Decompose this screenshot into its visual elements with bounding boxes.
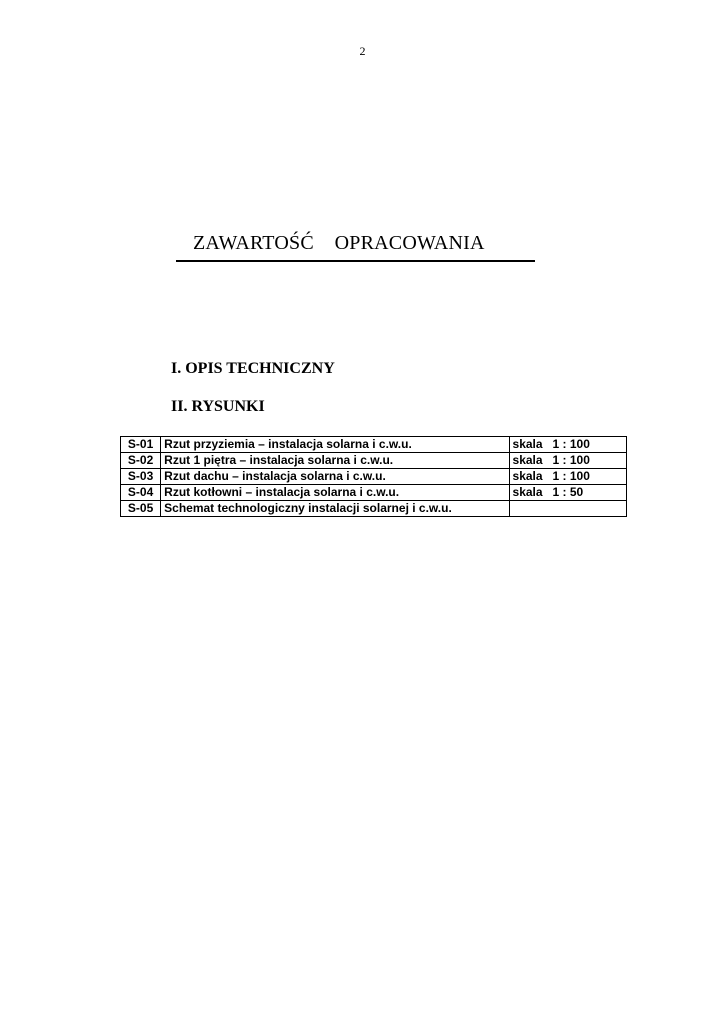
drawing-code: S-02 [121,453,161,469]
section-opis-techniczny: I. OPIS TECHNICZNY [171,360,335,377]
drawings-table [120,436,627,517]
drawing-scale [509,437,626,453]
table-row [121,469,627,485]
drawing-description: Rzut 1 piętra – instalacja solarna i c.w.u. [161,453,509,469]
drawing-code: S-05 [121,501,161,517]
drawing-scale [509,453,626,469]
table-row [121,437,627,453]
drawing-code: S-03 [121,469,161,485]
scale-label: skala [512,437,543,451]
document-title: ZAWARTOŚĆ OPRACOWANIA [193,232,485,254]
scale-label: skala [512,469,543,483]
scale-value: 1 : 100 [552,437,590,451]
table-row [121,501,627,517]
drawing-description: Schemat technologiczny instalacji solarnej i c.w.u. [161,501,509,517]
section-rysunki: II. RYSUNKI [171,398,265,415]
drawing-code: S-01 [121,437,161,453]
scale-label: skala [512,485,543,499]
drawing-code: S-04 [121,485,161,501]
table-row [121,453,627,469]
drawing-scale [509,485,626,501]
scale-value: 1 : 50 [552,485,584,499]
table-row [121,485,627,501]
scale-label: skala [512,453,543,467]
drawing-scale [509,501,626,517]
page-number: 2 [359,44,366,58]
drawing-description: Rzut dachu – instalacja solarna i c.w.u. [161,469,509,485]
scale-value: 1 : 100 [552,453,590,467]
drawing-scale [509,469,626,485]
scale-value: 1 : 100 [552,469,590,483]
drawing-description: Rzut przyziemia – instalacja solarna i c.w.u. [161,437,509,453]
drawing-description: Rzut kotłowni – instalacja solarna i c.w.u. [161,485,509,501]
document-title-block [176,228,535,262]
